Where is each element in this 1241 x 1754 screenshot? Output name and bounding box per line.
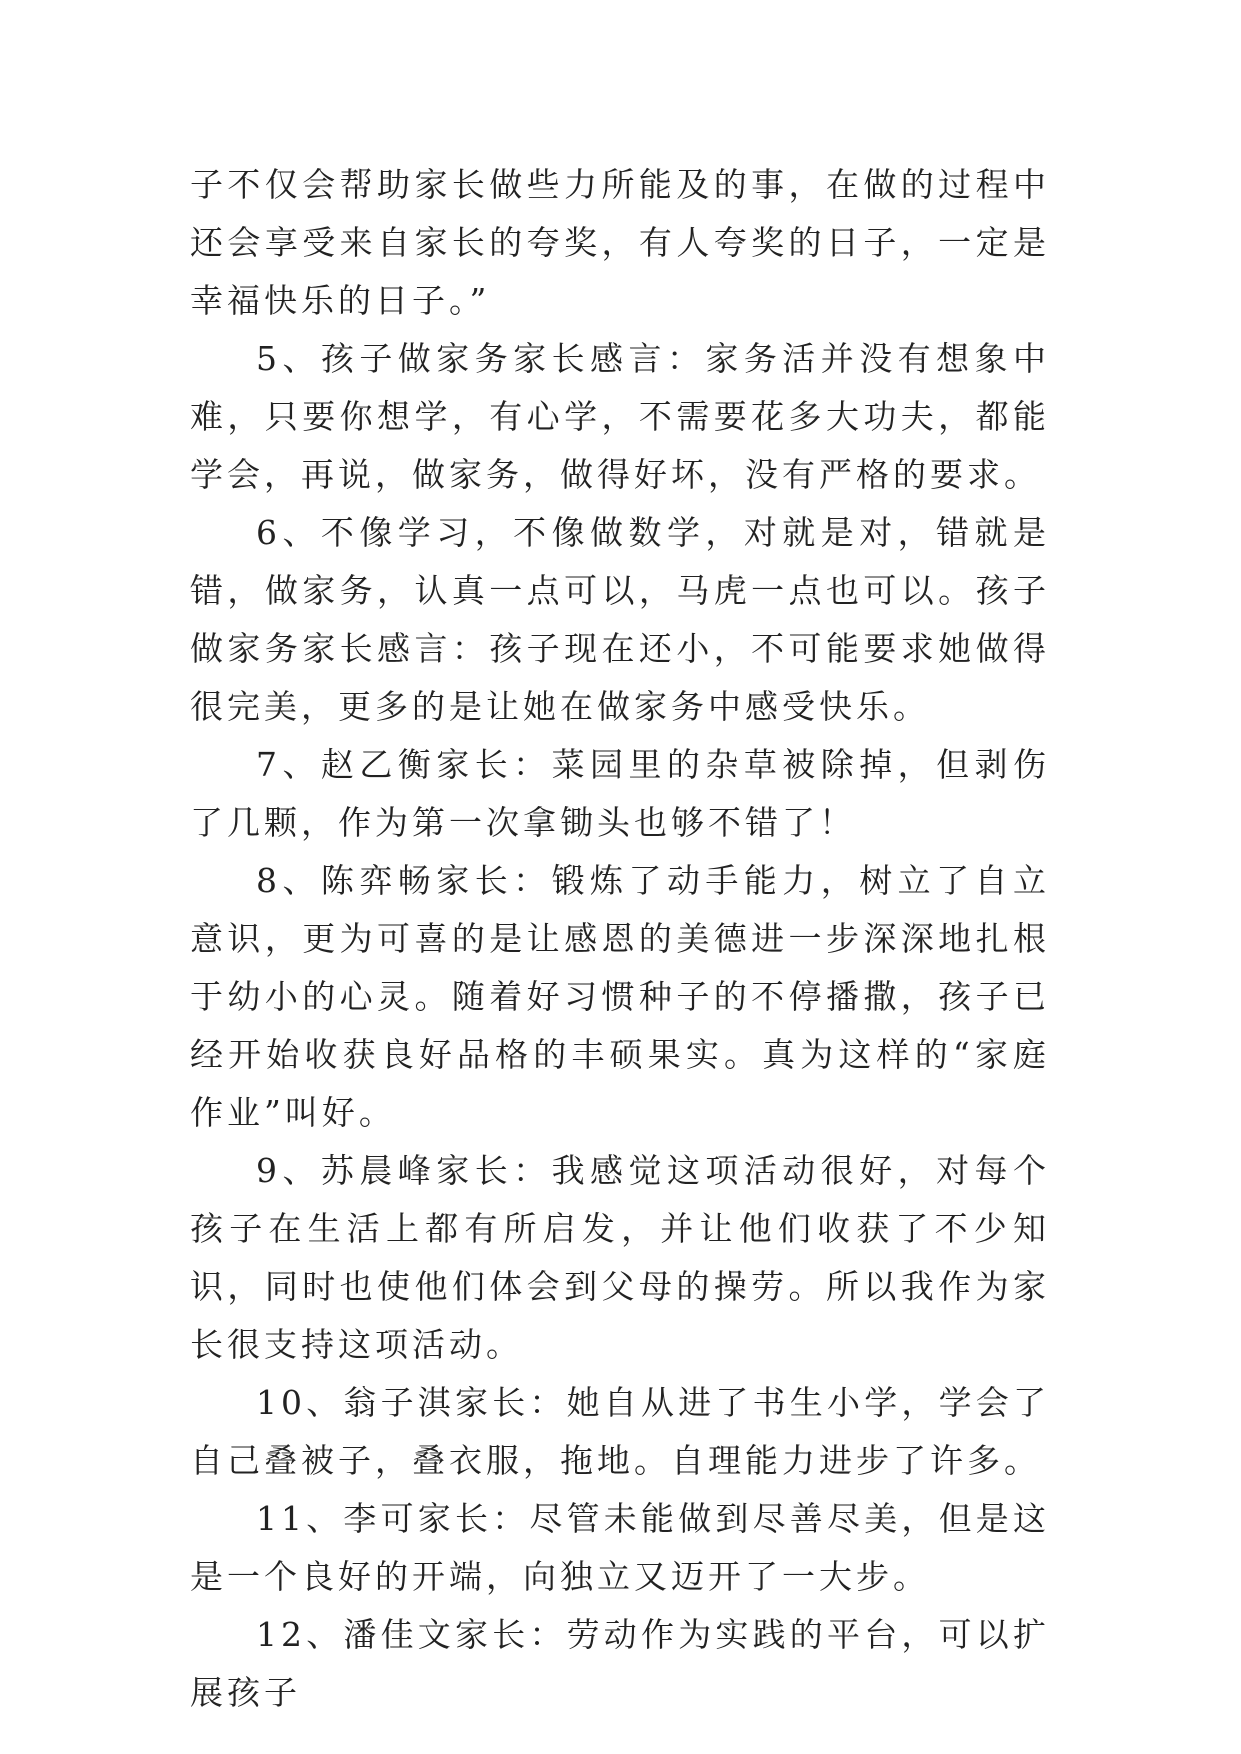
paragraph-item-12: 12、潘佳文家长：劳动作为实践的平台，可以扩展孩子 xyxy=(190,1615,1050,1712)
paragraph-item-7: 7、赵乙衡家长：菜园里的杂草被除掉，但剥伤了几颗，作为第一次拿锄头也够不错了！ xyxy=(190,745,1050,842)
paragraph-item-8: 8、陈弈畅家长：锻炼了动手能力，树立了自立意识，更为可喜的是让感恩的美德进一步深深地扎根于幼小的心灵。随着好习惯种子的不停播撒，孩子已经开始收获良好品格的丰硕果实。真为这样的“家庭作业”叫好。 xyxy=(190,861,1050,1132)
document-body xyxy=(190,156,1050,1722)
paragraph-continuation: 子不仅会帮助家长做些力所能及的事，在做的过程中还会享受来自家长的夸奖，有人夸奖的日子，一定是幸福快乐的日子。” xyxy=(190,165,1050,320)
paragraph-item-9: 9、苏晨峰家长：我感觉这项活动很好，对每个孩子在生活上都有所启发，并让他们收获了不少知识，同时也使他们体会到父母的操劳。所以我作为家长很支持这项活动。 xyxy=(190,1151,1050,1364)
paragraph-item-10: 10、翁子淇家长：她自从进了书生小学，学会了自己叠被子，叠衣服，拖地。自理能力进步了许多。 xyxy=(190,1383,1050,1480)
paragraph-item-6: 6、不像学习，不像做数学，对就是对，错就是错，做家务，认真一点可以，马虎一点也可以。孩子做家务家长感言：孩子现在还小，不可能要求她做得很完美，更多的是让她在做家务中感受快乐。 xyxy=(190,513,1050,726)
paragraph-item-5: 5、孩子做家务家长感言：家务活并没有想象中难，只要你想学，有心学，不需要花多大功夫，都能学会，再说，做家务，做得好坏，没有严格的要求。 xyxy=(190,339,1050,494)
paragraph-item-11: 11、李可家长：尽管未能做到尽善尽美，但是这是一个良好的开端，向独立又迈开了一大步。 xyxy=(190,1499,1050,1596)
